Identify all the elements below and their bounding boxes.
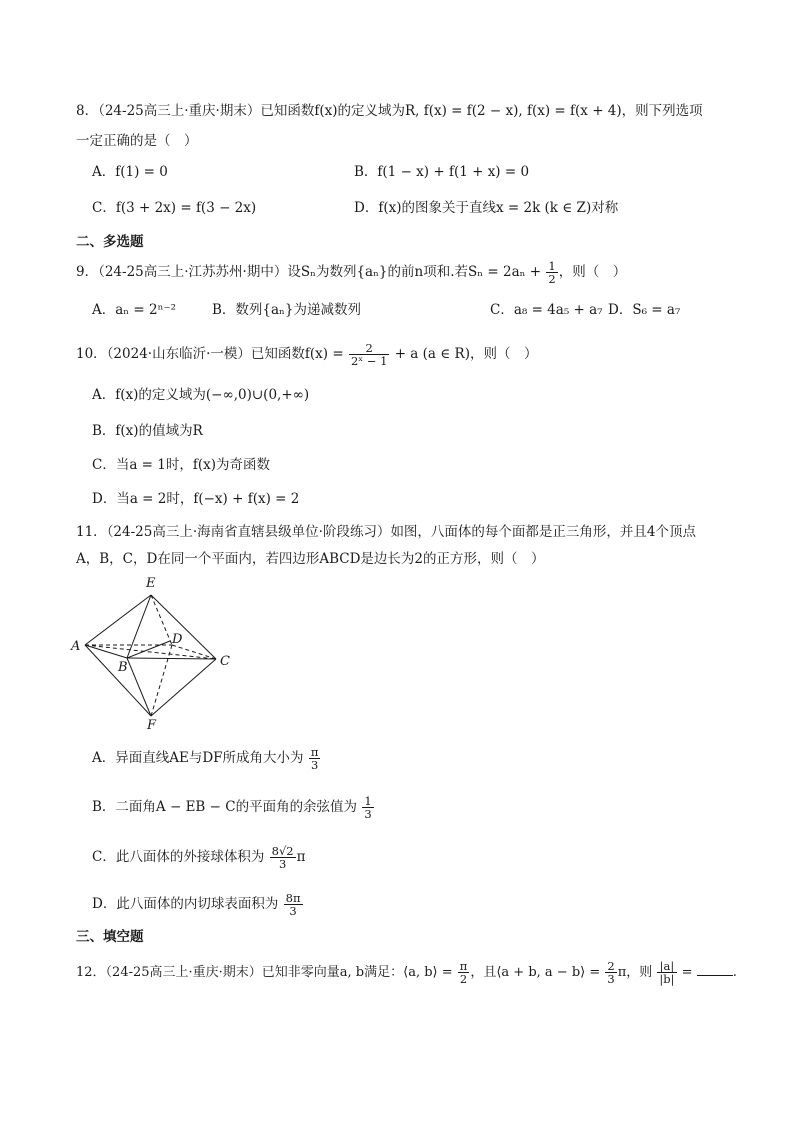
q10-stem-post: + a (a ∈ R)，则（ ） (394, 346, 538, 362)
octahedron-diagram (68, 574, 248, 730)
q11-c-den: 3 (278, 857, 287, 871)
diagonal-AC-hidden (85, 645, 216, 659)
edge-BC (127, 658, 216, 659)
vertex-label-A: A (71, 639, 81, 654)
q10-option-c: C．当a = 1时，f(x)为奇函数 (92, 457, 271, 473)
q11-option-a (92, 743, 321, 773)
vertex-label-E: E (146, 576, 156, 591)
diagonal-BE-to-DF-area (127, 641, 170, 658)
q11-b-fraction (362, 795, 373, 820)
q8-source: （24-25高三上·重庆·期末） (98, 103, 261, 119)
q12-f2-num: 2 (607, 959, 615, 973)
q9-option-b: B．数列{aₙ}为递减数列 (212, 302, 361, 318)
q11-source: （24-25高三上·海南省直辖县级单位·阶段练习） (106, 524, 391, 540)
q12-stem-end: = (681, 965, 693, 980)
q11-a-text: A．异面直线AE与DF所成角大小为 (92, 750, 304, 766)
q8-number: 8． (76, 103, 99, 119)
q9-frac-den: 2 (548, 272, 556, 286)
vertex-label-B: B (118, 660, 128, 675)
q11-a-num: π (310, 745, 319, 759)
q11-b-num: 1 (364, 794, 372, 808)
q10-option-a: A．f(x)的定义域为(−∞,0)∪(0,+∞) (92, 387, 310, 403)
q11-d-num: 8π (285, 891, 301, 905)
q8-option-c: C．f(3 + 2x) = f(3 − 2x) (92, 200, 257, 216)
q10-source: （2024·山东临沂·一模） (106, 346, 251, 362)
q11-d-text: D．此八面体的内切球表面积为 (92, 896, 279, 912)
q11-a-fraction (309, 746, 321, 771)
q8-stem-a: 已知函数f(x)的定义域为R, f(x) = f(2 − x), f(x) = f(x + 4)，则下列选项 (260, 103, 703, 119)
q11-c-text: C．此八面体的外接球体积为 (92, 849, 265, 865)
q12-period: . (732, 965, 737, 980)
q12-f3-num: |a| (657, 960, 676, 973)
q10-option-d: D．当a = 2时，f(−x) + f(x) = 2 (92, 491, 300, 507)
q12-f1-num: π (459, 959, 468, 973)
q12-answer-blank[interactable] (697, 963, 733, 976)
q11-a-den: 3 (310, 758, 319, 772)
q11-b-den: 3 (364, 807, 372, 821)
q10-number: 10． (76, 346, 107, 362)
q12-f1-den: 2 (459, 972, 468, 986)
q11-d-fraction (284, 892, 303, 917)
edge-ED-hidden (151, 595, 172, 645)
q11-stem-a: 如图，八面体的每个面都是正三角形，并且4个顶点 (390, 524, 697, 540)
edge-FB (127, 658, 151, 716)
q11-d-den: 3 (289, 904, 297, 918)
edge-FD-hidden (151, 645, 172, 716)
q9-frac-num: 1 (548, 259, 556, 273)
section-heading-multiple-choice: 二、多选题 (76, 234, 144, 250)
q12-source: （24-25高三上·重庆·期末） (105, 965, 262, 980)
q10-stem (76, 339, 537, 369)
q12-number: 12． (76, 965, 106, 980)
q9-option-a: A．aₙ = 2ⁿ⁻² (92, 302, 176, 318)
q8-option-d: D．f(x)的图象关于直线x = 2k (k ∈ Z)对称 (354, 200, 619, 216)
q8-option-a: A．f(1) = 0 (92, 164, 168, 180)
q11-option-b (92, 792, 375, 822)
q11-option-d (92, 889, 304, 919)
q12-f2-den: 3 (607, 972, 615, 986)
q12-stem (76, 958, 737, 988)
q11-option-c (92, 842, 305, 872)
q11-c-num: 8√2 (271, 844, 294, 858)
vertex-label-C: C (220, 654, 230, 669)
q8-stem-line2: 一定正确的是（ ） (76, 133, 198, 149)
edge-FC (151, 659, 216, 716)
q9-stem-post: ，则（ ） (558, 264, 627, 280)
q12-fraction-3 (657, 960, 676, 985)
q11-c-pi: π (296, 849, 306, 865)
q9-source: （24-25高三上·江苏苏州·期中） (98, 264, 288, 280)
q8-option-b: B．f(1 − x) + f(1 + x) = 0 (354, 164, 530, 180)
q12-stem-mid: ，且⟨a + b, a − b⟩ = (470, 965, 601, 980)
q12-stem-mid2: π，则 (617, 965, 653, 980)
q9-option-c: C．a₈ = 4a₅ + a₇ (490, 302, 603, 318)
q10-fraction (349, 342, 389, 367)
q10-frac-den: 2ˣ − 1 (350, 354, 388, 368)
q9-fraction (546, 260, 557, 285)
vertex-label-D: D (172, 632, 183, 647)
q12-fraction-2 (605, 960, 616, 985)
q11-b-text: B．二面角A − EB − C的平面角的余弦值为 (92, 799, 358, 815)
q11-c-fraction (270, 845, 296, 870)
q11-stem-line1 (76, 522, 696, 542)
q10-frac-num: 2 (349, 342, 389, 355)
vertex-label-F: F (147, 718, 157, 730)
q9-stem-pre: 设Sₙ为数列{aₙ}的前n项和.若Sₙ = 2aₙ + (287, 264, 542, 280)
q10-stem-pre: 已知函数f(x) = (250, 346, 344, 362)
q8-stem-line1 (76, 101, 703, 121)
q10-option-b: B．f(x)的值域为R (92, 423, 203, 439)
edge-EC (151, 595, 216, 659)
q12-f3-den: |b| (659, 972, 675, 986)
section-heading-fill-in: 三、填空题 (76, 929, 144, 945)
q9-option-d: D．S₆ = a₇ (608, 302, 681, 318)
q11-stem-line2: A，B，C，D在同一个平面内，若四边形ABCD是边长为2的正方形，则（ ） (76, 551, 545, 567)
q9-stem (76, 258, 626, 286)
q12-stem-pre: 已知非零向量a, b满足：⟨a, b⟩ = (261, 965, 453, 980)
q9-number: 9． (76, 264, 99, 280)
q12-fraction-1 (458, 960, 470, 985)
q11-number: 11． (76, 524, 107, 540)
